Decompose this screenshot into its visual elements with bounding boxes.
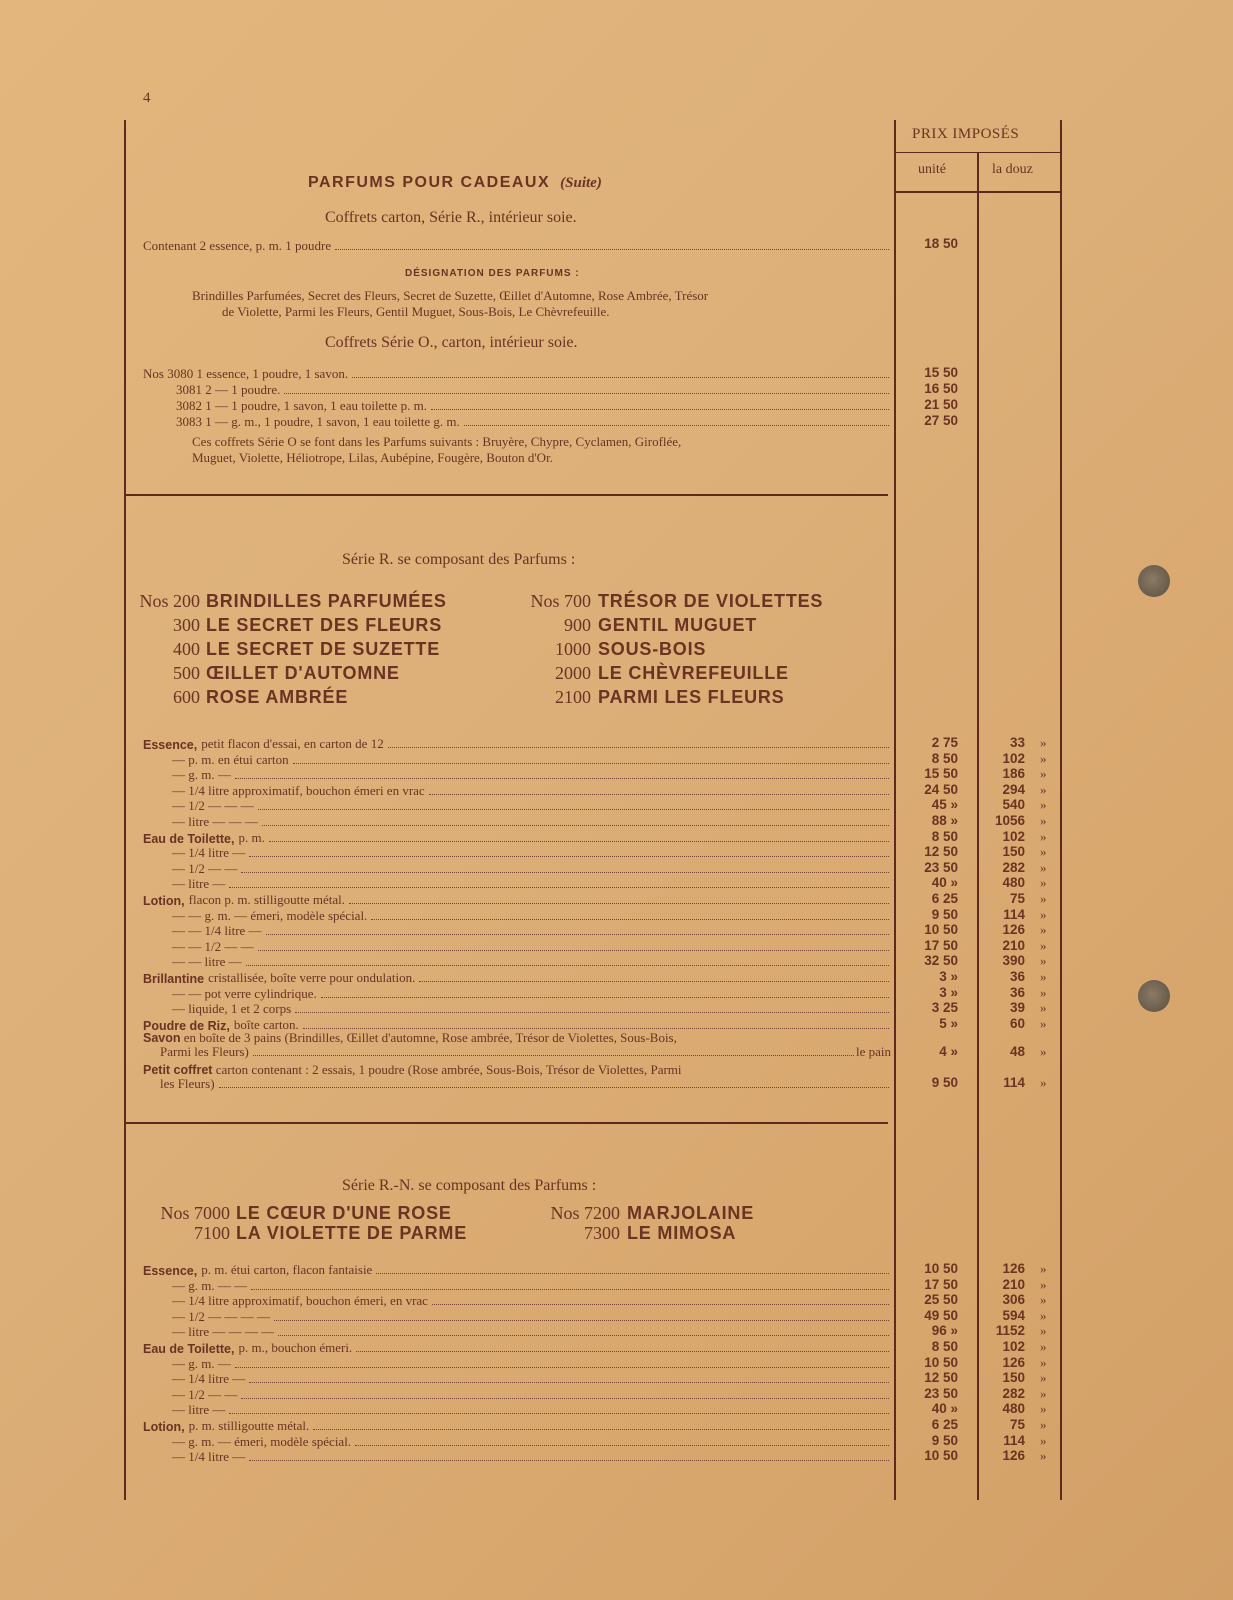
price-douz: 114 xyxy=(1003,906,1025,922)
row-label: petit flacon d'essai, en carton de 12 xyxy=(201,736,384,751)
ditto-mark: » xyxy=(1040,984,1047,1000)
row-label: p. m. stilligoutte métal. xyxy=(188,1418,310,1433)
ditto-mark: » xyxy=(1040,813,1047,828)
price-douz: 150 xyxy=(1002,844,1025,860)
ditto-mark: » xyxy=(1040,937,1047,953)
price-row xyxy=(143,1418,891,1434)
coffrets-serie-r-subtitle: Coffrets carton, Série R., intérieur soie. xyxy=(325,209,577,226)
row-bold-label: Eau de Toilette, xyxy=(143,831,235,846)
dot-leader xyxy=(303,1027,889,1029)
price-row xyxy=(143,736,891,752)
perfume-number: 1000 xyxy=(555,639,591,659)
header-rule xyxy=(896,152,1062,153)
dot-leader xyxy=(349,902,889,904)
perfume-number: 2000 xyxy=(555,663,591,683)
price-unit: 9 50 xyxy=(931,1432,958,1448)
row-label: — — 1/4 litre — xyxy=(172,923,262,939)
price-unit: 9 50 xyxy=(931,906,958,922)
row-label: — 1/4 litre approximatif, bouchon émeri en vrac xyxy=(172,782,425,798)
perfume-number: Nos 7200 xyxy=(550,1203,620,1223)
ditto-mark: » xyxy=(1040,1339,1047,1354)
ditto-mark: » xyxy=(1040,797,1047,813)
dot-leader xyxy=(258,808,889,810)
douz-header: la douz xyxy=(992,162,1033,177)
perfume-number: 600 xyxy=(173,687,200,707)
dot-leader xyxy=(352,376,889,378)
ditto-mark: » xyxy=(1040,1417,1047,1432)
dot-leader xyxy=(356,1350,889,1352)
price-row xyxy=(172,1356,891,1372)
price-unit: 49 50 xyxy=(924,1307,958,1323)
row-label: — litre — xyxy=(172,876,226,892)
price-douz: 126 xyxy=(1002,1448,1025,1464)
savon-price-unit: 4 » xyxy=(939,1044,958,1059)
ditto-mark: » xyxy=(1040,1370,1047,1386)
row-label: — p. m. en étui carton xyxy=(172,751,289,767)
row-label: — 1/4 litre — xyxy=(172,1371,246,1387)
serie-o-row xyxy=(143,366,891,382)
ditto-mark: » xyxy=(1040,1323,1047,1339)
price-row xyxy=(172,1402,891,1418)
price-douz: 102 xyxy=(1002,750,1025,766)
dot-leader xyxy=(284,392,889,394)
price-unit: 88 » xyxy=(931,813,958,828)
row-label: — litre — xyxy=(172,1402,226,1418)
price-unit: 25 50 xyxy=(924,1292,958,1308)
dot-leader xyxy=(249,1459,889,1461)
perfume-name: TRÉSOR DE VIOLETTES xyxy=(598,591,824,611)
price-douz: 282 xyxy=(1002,859,1025,875)
punch-hole-top xyxy=(1138,565,1170,597)
dot-leader xyxy=(241,1397,889,1399)
perfume-number: 300 xyxy=(173,615,200,635)
dot-leader xyxy=(266,933,889,935)
ditto-mark: » xyxy=(1040,1432,1047,1448)
price-row xyxy=(172,954,891,970)
price-row xyxy=(172,752,891,768)
dot-leader xyxy=(419,980,889,982)
ditto-mark: » xyxy=(1040,1015,1047,1031)
serie-o-row-price: 21 50 xyxy=(924,397,958,412)
coffret-price-douz: 114 xyxy=(1003,1075,1025,1090)
ditto-mark: » xyxy=(1040,875,1047,891)
perfume-number: Nos 7000 xyxy=(160,1203,230,1223)
price-unit: 32 50 xyxy=(924,953,958,969)
price-unit: 40 » xyxy=(931,875,958,891)
ditto-mark: » xyxy=(1040,735,1047,750)
row-label: — litre — — — xyxy=(172,814,258,829)
serie-o-row-price: 15 50 xyxy=(924,365,958,380)
row-bold-label: Essence, xyxy=(143,738,198,752)
row-bold-label: Essence, xyxy=(143,1264,198,1278)
perfume-name: LA VIOLETTE DE PARME xyxy=(236,1223,468,1243)
ditto-mark: » xyxy=(1040,1448,1047,1464)
dot-leader xyxy=(431,408,889,410)
dot-leader xyxy=(235,777,889,779)
ditto-mark: » xyxy=(1040,1000,1047,1016)
prix-imposes-header: PRIX IMPOSÉS xyxy=(912,126,1020,142)
price-row xyxy=(172,798,891,814)
price-row xyxy=(172,1001,891,1017)
price-row xyxy=(172,814,891,830)
row-label: — g. m. — — xyxy=(172,1277,248,1293)
dot-leader xyxy=(219,1086,889,1088)
row-label: — — 1/2 — — xyxy=(172,938,254,954)
ditto-mark: » xyxy=(1040,969,1047,984)
savon-price-douz: 48 xyxy=(1009,1044,1025,1059)
price-row xyxy=(172,845,891,861)
price-unit: 17 50 xyxy=(924,937,958,953)
price-row xyxy=(143,1262,891,1278)
price-row xyxy=(172,1293,891,1309)
row-label: — — pot verre cylindrique. xyxy=(172,985,317,1001)
dot-leader xyxy=(464,424,889,426)
right-border xyxy=(1060,120,1062,1500)
price-douz: 1056 xyxy=(994,813,1025,828)
perfume-name: LE CŒUR D'UNE ROSE xyxy=(236,1203,452,1223)
header-rule-2 xyxy=(896,191,1062,193)
row-bold-label: Brillantine xyxy=(143,972,205,986)
ditto-mark: » xyxy=(1040,750,1047,766)
row-label: boîte carton. xyxy=(233,1016,299,1032)
ditto-mark: » xyxy=(1040,844,1047,860)
price-unit: 5 » xyxy=(939,1015,958,1031)
serie-o-row xyxy=(176,382,891,398)
row-label: — — g. m. — émeri, modèle spécial. xyxy=(172,907,368,923)
ditto-mark: » xyxy=(1040,1354,1047,1370)
contenant-price: 18 50 xyxy=(924,236,958,251)
price-douz: 294 xyxy=(1002,781,1025,797)
ditto-mark: » xyxy=(1040,1261,1047,1276)
perfume-name: SOUS-BOIS xyxy=(598,639,707,659)
price-douz: 102 xyxy=(1002,1339,1025,1354)
row-label: cristallisée, boîte verre pour ondulation. xyxy=(208,970,416,985)
serie-o-note-1: Ces coffrets Série O se font dans les Parfums suivants : Bruyère, Chypre, Cyclamen, Giroflée, xyxy=(192,434,682,449)
contenant-label: Contenant 2 essence, p. m. 1 poudre xyxy=(143,238,332,253)
ditto-mark: » xyxy=(1040,1276,1047,1292)
perfume-number: Nos 200 xyxy=(139,591,200,611)
perfume-name: LE CHÈVREFEUILLE xyxy=(598,663,789,683)
perfume-name: ŒILLET D'AUTOMNE xyxy=(206,663,400,683)
ditto-mark: » xyxy=(1040,906,1047,922)
price-row xyxy=(172,1449,891,1465)
ditto-mark: » xyxy=(1040,859,1047,875)
dot-leader xyxy=(269,840,889,842)
price-row xyxy=(172,939,891,955)
unite-header: unité xyxy=(918,162,946,177)
designation-list-2: de Violette, Parmi les Fleurs, Gentil Muguet, Sous-Bois, Le Chèvrefeuille. xyxy=(222,304,610,319)
perfume-name: ROSE AMBRÉE xyxy=(206,687,349,707)
price-unit: 96 » xyxy=(931,1323,958,1339)
price-unit: 3 » xyxy=(939,984,958,1000)
perfume-name: MARJOLAINE xyxy=(627,1203,755,1223)
price-unit: 3 25 xyxy=(931,1000,958,1016)
price-unit: 15 50 xyxy=(924,766,958,782)
dot-leader xyxy=(229,886,889,888)
dot-leader xyxy=(371,918,889,920)
section-title-text: PARFUMS POUR CADEAUX xyxy=(308,174,551,191)
row-bold-label: Lotion, xyxy=(143,1420,185,1434)
price-unit: 10 50 xyxy=(924,1354,958,1370)
row-label: — litre — — — — xyxy=(172,1324,275,1340)
dot-leader xyxy=(429,793,889,795)
coffret-bold: Petit coffret xyxy=(143,1063,213,1077)
perfume-name: LE SECRET DE SUZETTE xyxy=(206,639,441,659)
price-douz: 150 xyxy=(1002,1370,1025,1386)
price-unit: 10 50 xyxy=(924,1448,958,1464)
price-douz: 126 xyxy=(1002,1354,1025,1370)
serie-o-row xyxy=(176,398,891,414)
price-row xyxy=(172,1309,891,1325)
dot-leader xyxy=(376,1272,889,1274)
row-label: — g. m. — xyxy=(172,767,231,783)
price-douz: 186 xyxy=(1002,766,1025,782)
dot-leader xyxy=(253,1054,854,1056)
perfume-number: 900 xyxy=(564,615,591,635)
price-unit: 2 75 xyxy=(931,735,958,750)
row-label: — — litre — xyxy=(172,954,242,970)
serie-o-row-label: 3082 1 — 1 poudre, 1 savon, 1 eau toilette p. m. xyxy=(176,398,427,413)
price-row xyxy=(172,1387,891,1403)
perfume-name: GENTIL MUGUET xyxy=(598,615,758,635)
section-title-suite: (Suite) xyxy=(560,175,602,191)
price-douz: 210 xyxy=(1002,937,1025,953)
ditto-mark: » xyxy=(1040,1292,1047,1308)
price-unit: 17 50 xyxy=(924,1276,958,1292)
price-unit: 24 50 xyxy=(924,781,958,797)
price-unit: 45 » xyxy=(931,797,958,813)
price-douz: 306 xyxy=(1002,1292,1025,1308)
page-number: 4 xyxy=(143,90,151,106)
price-row xyxy=(172,923,891,939)
price-douz: 480 xyxy=(1002,1401,1025,1417)
dot-leader xyxy=(246,964,889,966)
dot-leader xyxy=(241,871,889,873)
ditto-mark: » xyxy=(1040,1307,1047,1323)
serie-o-row-price: 16 50 xyxy=(924,381,958,396)
price-row xyxy=(143,892,891,908)
price-row xyxy=(172,1324,891,1340)
dot-leader xyxy=(355,1444,889,1446)
left-border xyxy=(124,120,126,1500)
row-label: p. m., bouchon émeri. xyxy=(238,1340,353,1355)
dot-leader xyxy=(251,1288,889,1290)
row-label: — 1/4 litre — xyxy=(172,845,246,861)
perfume-name: LE SECRET DES FLEURS xyxy=(206,615,443,635)
row-label: — 1/4 litre approximatif, bouchon émeri, en vrac xyxy=(172,1293,428,1309)
ditto-mark: » xyxy=(1040,766,1047,782)
perfume-name: LE MIMOSA xyxy=(627,1223,737,1243)
price-row xyxy=(172,986,891,1002)
price-douz: 480 xyxy=(1002,875,1025,891)
row-label: flacon p. m. stilligoutte métal. xyxy=(188,892,345,907)
price-unit: 23 50 xyxy=(924,1385,958,1401)
price-douz: 114 xyxy=(1003,1432,1025,1448)
dot-leader xyxy=(235,1366,889,1368)
dot-leader xyxy=(258,949,889,951)
row-label: — liquide, 1 et 2 corps xyxy=(172,1001,292,1017)
dot-leader xyxy=(388,746,889,748)
price-douz: 102 xyxy=(1002,828,1025,844)
price-douz: 75 xyxy=(1009,1417,1025,1432)
price-douz: 210 xyxy=(1002,1276,1025,1292)
row-bold-label: Poudre de Riz, xyxy=(143,1018,230,1033)
perfume-name: BRINDILLES PARFUMÉES xyxy=(206,591,447,611)
price-row xyxy=(143,970,891,986)
price-douz: 60 xyxy=(1009,1015,1025,1031)
dot-leader xyxy=(278,1334,889,1336)
price-unit: 3 » xyxy=(939,969,958,984)
dot-leader xyxy=(293,762,889,764)
row-label: p. m. étui carton, flacon fantaisie xyxy=(201,1262,373,1277)
perfume-number: Nos 700 xyxy=(530,591,591,611)
price-row xyxy=(143,1340,891,1356)
price-row xyxy=(143,830,891,846)
price-douz: 39 xyxy=(1009,1000,1025,1016)
dot-leader xyxy=(229,1412,889,1414)
price-douz: 126 xyxy=(1002,1261,1025,1276)
savon-bold: Savon xyxy=(143,1031,181,1045)
section-divider-1 xyxy=(126,494,888,496)
price-douz: 33 xyxy=(1009,735,1025,750)
price-row xyxy=(172,876,891,892)
price-unit: 8 50 xyxy=(931,828,958,844)
price-unit: 10 50 xyxy=(924,922,958,938)
coffret-text-2: les Fleurs) xyxy=(160,1076,215,1091)
price-row xyxy=(172,1278,891,1294)
serie-o-note-2: Muguet, Violette, Héliotrope, Lilas, Aubépine, Fougère, Bouton d'Or. xyxy=(192,450,553,465)
row-label: — 1/4 litre — xyxy=(172,1449,246,1465)
price-douz: 594 xyxy=(1002,1307,1025,1323)
section-divider-2 xyxy=(126,1122,888,1124)
price-unit: 6 25 xyxy=(931,891,958,906)
price-unit: 8 50 xyxy=(931,1339,958,1354)
savon-text: en boîte de 3 pains (Brindilles, Œillet d'automne, Rose ambrée, Trésor de Violettes, Sous-Bois, xyxy=(183,1030,677,1045)
ditto-mark: » xyxy=(1040,1401,1047,1417)
ditto-mark: » xyxy=(1040,1385,1047,1401)
price-douz: 282 xyxy=(1002,1385,1025,1401)
perfume-name: PARMI LES FLEURS xyxy=(598,687,785,707)
price-unit: 12 50 xyxy=(924,844,958,860)
dot-leader xyxy=(249,855,889,857)
dot-leader xyxy=(313,1428,889,1430)
ditto-mark: » xyxy=(1040,781,1047,797)
savon-line-2 xyxy=(160,1044,891,1060)
price-douz: 126 xyxy=(1002,922,1025,938)
price-douz: 1152 xyxy=(995,1323,1025,1339)
serie-o-row xyxy=(176,414,891,430)
price-douz: 36 xyxy=(1009,969,1025,984)
perfume-number: 7100 xyxy=(194,1223,230,1243)
contenant-row xyxy=(143,238,891,254)
row-label: — g. m. — xyxy=(172,1355,231,1371)
coffret-price-unit: 9 50 xyxy=(931,1075,958,1090)
perfume-number: 400 xyxy=(173,639,200,659)
price-row xyxy=(172,908,891,924)
ditto-mark: » xyxy=(1040,1044,1047,1059)
section-title xyxy=(308,174,602,192)
dot-leader xyxy=(432,1303,889,1305)
ditto-mark: » xyxy=(1040,922,1047,938)
serie-o-row-price: 27 50 xyxy=(924,413,958,428)
designation-heading: DÉSIGNATION DES PARFUMS : xyxy=(405,268,580,279)
row-bold-label: Eau de Toilette, xyxy=(143,1342,235,1356)
price-row xyxy=(172,1371,891,1387)
serie-o-row-label: 3081 2 — 1 poudre. xyxy=(176,382,281,397)
dot-leader xyxy=(321,996,889,998)
dot-leader xyxy=(295,1011,889,1013)
price-row xyxy=(172,1434,891,1450)
row-label: — 1/2 — — xyxy=(172,860,238,876)
price-douz: 390 xyxy=(1002,953,1025,969)
ditto-mark: » xyxy=(1040,891,1047,906)
coffret-text: carton contenant : 2 essais, 1 poudre (Rose ambrée, Sous-Bois, Trésor de Violettes, Parmi xyxy=(215,1062,682,1077)
row-bold-label: Lotion, xyxy=(143,894,185,908)
price-row xyxy=(172,767,891,783)
dot-leader xyxy=(249,1381,889,1383)
designation-list-1: Brindilles Parfumées, Secret des Fleurs, Secret de Suzette, Œillet d'Automne, Rose Ambrée, Trésor xyxy=(192,288,709,303)
price-unit: 40 » xyxy=(931,1401,958,1417)
dot-leader xyxy=(274,1319,889,1321)
serie-rn-heading: Série R.-N. se composant des Parfums : xyxy=(342,1177,597,1194)
coffret-line-2 xyxy=(160,1076,891,1092)
perfume-number: 2100 xyxy=(555,687,591,707)
savon-unit: le pain xyxy=(855,1044,891,1059)
dot-leader xyxy=(335,248,889,250)
price-unit: 10 50 xyxy=(924,1261,958,1276)
row-label: — 1/2 — — xyxy=(172,1386,238,1402)
price-unit: 6 25 xyxy=(931,1417,958,1432)
price-unit: 12 50 xyxy=(924,1370,958,1386)
serie-o-row-label: 3083 1 — g. m., 1 poudre, 1 savon, 1 eau toilette g. m. xyxy=(176,414,460,429)
ditto-mark: » xyxy=(1040,953,1047,969)
ditto-mark: » xyxy=(1040,1075,1047,1090)
price-row xyxy=(172,861,891,877)
price-douz: 36 xyxy=(1009,984,1025,1000)
savon-text-2: Parmi les Fleurs) xyxy=(160,1044,249,1059)
coffrets-serie-o-subtitle: Coffrets Série O., carton, intérieur soie. xyxy=(325,334,578,351)
price-row xyxy=(172,783,891,799)
punch-hole-bottom xyxy=(1138,980,1170,1012)
row-label: — 1/2 — — — — xyxy=(172,1308,270,1324)
serie-o-row-label: Nos 3080 1 essence, 1 poudre, 1 savon. xyxy=(143,366,349,381)
price-douz: 540 xyxy=(1002,797,1025,813)
serie-r-heading: Série R. se composant des Parfums : xyxy=(342,551,576,568)
row-label: p. m. xyxy=(238,829,265,845)
row-label: — 1/2 — — — xyxy=(172,798,254,814)
perfume-number: 500 xyxy=(173,663,200,683)
price-unit: 8 50 xyxy=(931,750,958,766)
price-douz: 75 xyxy=(1009,891,1025,906)
ditto-mark: » xyxy=(1040,828,1047,844)
price-unit: 23 50 xyxy=(924,859,958,875)
row-label: — g. m. — émeri, modèle spécial. xyxy=(172,1433,352,1449)
dot-leader xyxy=(262,824,889,826)
perfume-number: 7300 xyxy=(584,1223,620,1243)
